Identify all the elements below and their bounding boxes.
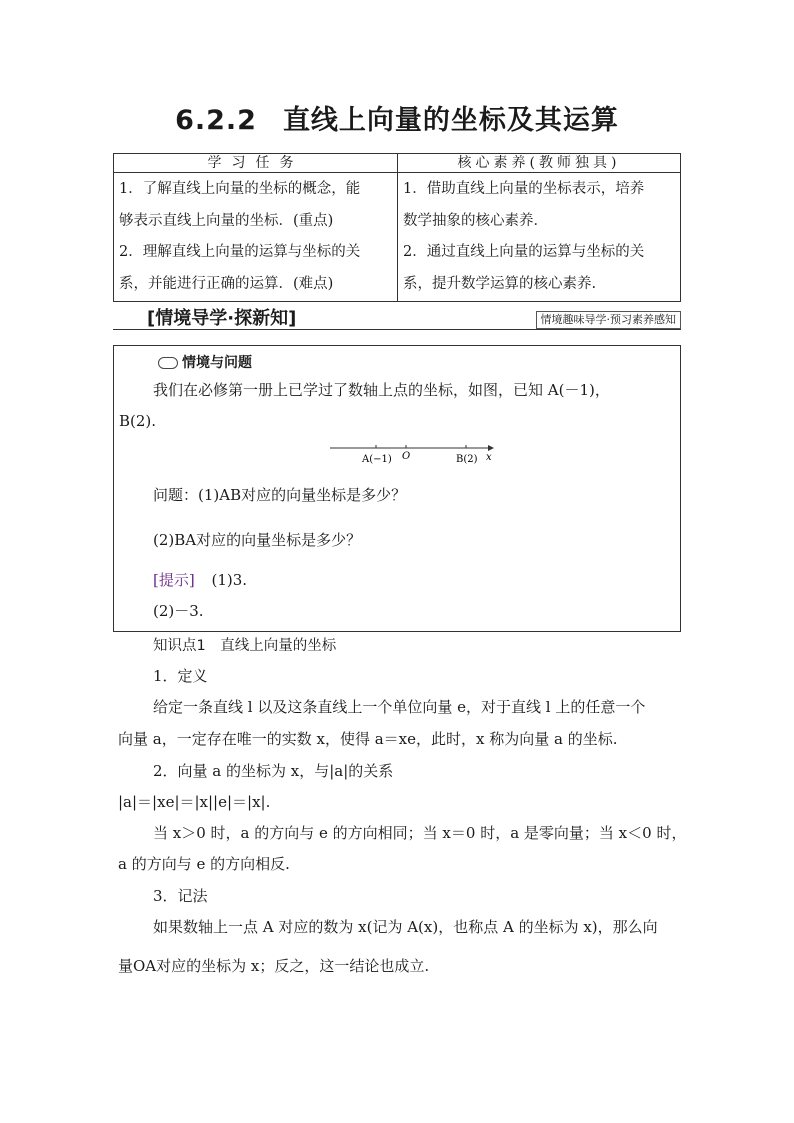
goals-left-line: 1．了解直线上向量的坐标的概念，能 — [119, 181, 361, 197]
situation-tag: 情境与问题 — [158, 352, 252, 372]
question-2: (2)BA对应的向量坐标是多少？ — [153, 531, 362, 549]
goals-right-line: 1．借助直线上向量的坐标表示，培养 — [403, 181, 645, 197]
goals-left-line: 系，并能进行正确的运算．(难点) — [119, 275, 334, 292]
goals-table — [113, 153, 681, 302]
eye-icon — [158, 357, 178, 369]
axis-label-x: x — [486, 452, 492, 463]
section-2-line-3: a 的方向与 e 的方向相反. — [118, 855, 290, 873]
page-title: 6.2.2 直线上向量的坐标及其运算 — [175, 105, 619, 136]
situation-box — [113, 345, 681, 632]
knowledge-heading: 知识点1 直线上向量的坐标 — [153, 638, 337, 654]
section-1-title: 1．定义 — [153, 667, 208, 685]
axis-label-a: A(−1) — [362, 454, 392, 465]
goals-right-line: 2．通过直线上向量的运算与坐标的关 — [403, 244, 645, 260]
section-2-line-1: |a|＝|xe|＝|x||e|＝|x|. — [118, 793, 271, 811]
section-3-line-2: 量OA对应的坐标为 x；反之，这一结论也成立. — [118, 957, 430, 975]
goals-right-line: 系，提升数学运算的核心素养. — [403, 275, 597, 292]
section-3-line-1: 如果数轴上一点 A 对应的数为 x(记为 A(x)，也称点 A 的坐标为 x)，那么向 — [153, 918, 658, 936]
hint-answer-1: (1)3. — [211, 571, 248, 589]
hint-label: [提示] — [153, 571, 195, 589]
goals-right-cell — [398, 173, 681, 302]
section-3-title: 3．记法 — [153, 887, 208, 905]
goals-left-cell — [114, 173, 398, 302]
section-banner — [113, 303, 681, 330]
goals-left-line: 2．理解直线上向量的运算与坐标的关 — [119, 244, 361, 260]
axis-label-o: O — [402, 451, 411, 462]
goals-right-line: 数学抽象的核心素养． — [403, 212, 548, 229]
question-1: 问题：(1)AB对应的向量坐标是多少？ — [153, 486, 407, 504]
intro-line-1: 我们在必修第一册上已学过了数轴上点的坐标，如图，已知 A(－1)， — [153, 381, 610, 399]
hint-answer-2: (2)－3. — [153, 602, 204, 620]
goals-head-left: 学习任务 — [114, 154, 398, 173]
section-2-line-2: 当 x＞0 时，a 的方向与 e 的方向相同；当 x＝0 时，a 是零向量；当 x＜0 时， — [153, 824, 687, 842]
section-2-title: 2．向量 a 的坐标为 x，与|a|的关系 — [153, 762, 394, 780]
intro-line-2: B(2). — [119, 412, 157, 430]
axis-label-b: B(2) — [456, 454, 478, 465]
section-1-line-1: 给定一条直线 l 以及这条直线上一个单位向量 e，对于直线 l 上的任意一个 — [153, 698, 646, 716]
number-line-figure — [328, 439, 498, 465]
hint-row — [153, 566, 247, 594]
goals-left-line: 够表示直线上向量的坐标．(重点) — [119, 212, 334, 229]
banner-subtitle: 情境趣味导学·预习素养感知 — [536, 311, 682, 329]
banner-title: [情境导学·探新知] — [147, 308, 297, 329]
section-1-line-2: 向量 a，一定存在唯一的实数 x，使得 a＝xe，此时，x 称为向量 a 的坐标. — [118, 730, 618, 748]
goals-head-right: 核心素养(教师独具) — [398, 154, 681, 173]
